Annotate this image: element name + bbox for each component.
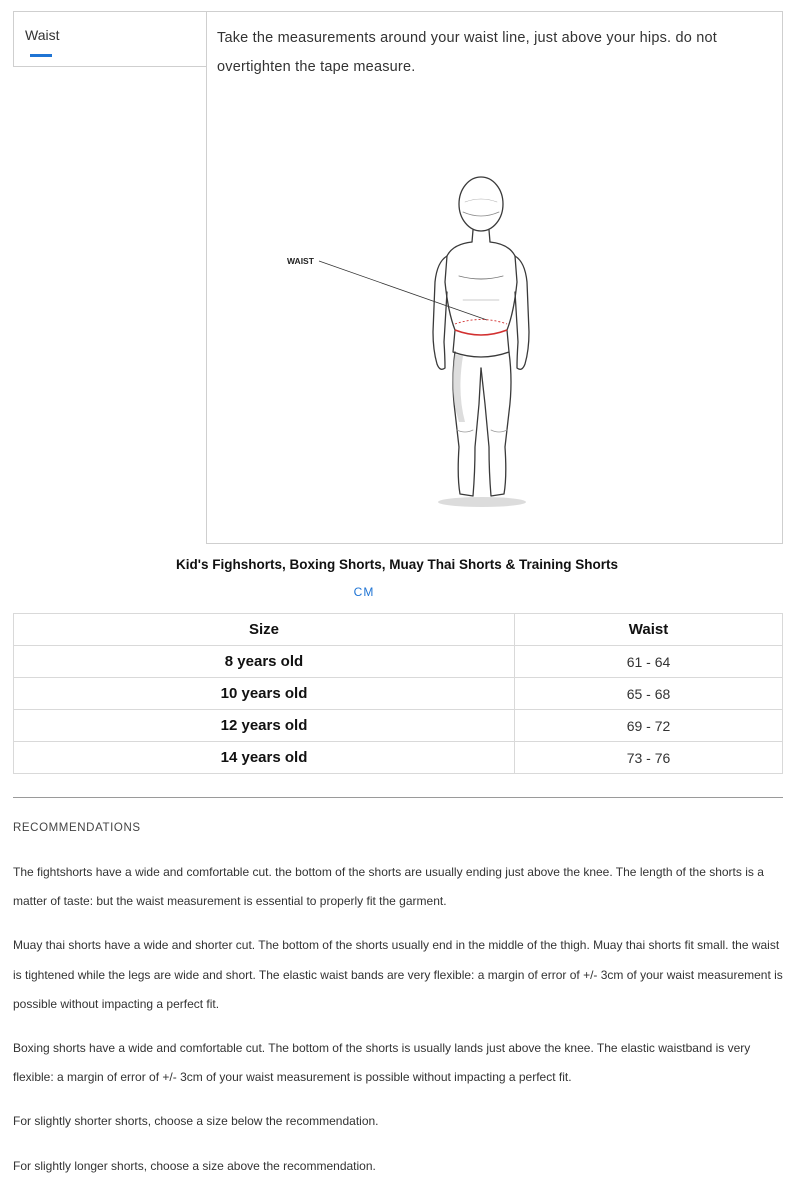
recommendations-heading: RECOMMENDATIONS xyxy=(13,822,141,834)
table-header-row xyxy=(14,614,783,646)
size-cell: 14 years old xyxy=(14,742,515,774)
section-divider xyxy=(13,797,783,798)
table-row xyxy=(14,678,783,710)
measurement-guide xyxy=(13,11,783,544)
recommendation-paragraph: For slightly longer shorts, choose a size above the recommendation. xyxy=(13,1158,376,1173)
waist-figure-label: WAIST xyxy=(287,256,314,266)
size-cell: 10 years old xyxy=(14,678,515,710)
table-row xyxy=(14,646,783,678)
measurement-instruction: Take the measurements around your waist line, just above your hips. do not overtighten the tape measure. xyxy=(217,30,718,75)
table-row xyxy=(14,742,783,774)
recommendation-paragraph: For slightly shorter shorts, choose a size below the recommendation. xyxy=(13,1114,379,1129)
size-cell: 8 years old xyxy=(14,646,515,678)
recommendations-body xyxy=(13,858,783,1196)
unit-tab-cm[interactable]: CM xyxy=(353,585,375,599)
size-cell: 12 years old xyxy=(14,710,515,742)
recommendation-paragraph: The fightshorts have a wide and comfortable cut. the bottom of the shorts are usually ending just above the knee. The length of the shorts is a matter of taste: but the waist measurement is essential to properly fit the garment. xyxy=(13,865,764,909)
table-row xyxy=(14,710,783,742)
size-table xyxy=(13,613,783,774)
recommendation-paragraph: Boxing shorts have a wide and comfortable cut. The bottom of the shorts is usually lands just above the knee. The elastic waistband is very flexible: a margin of error of +/- 3cm of your waist measurement is possible without impacting a perfect fit. xyxy=(13,1041,751,1085)
waist-column-header: Waist xyxy=(515,614,783,646)
tab-active-indicator xyxy=(30,54,52,57)
measurement-panel xyxy=(206,11,783,544)
tab-waist[interactable] xyxy=(13,11,206,67)
waist-cell: 61 - 64 xyxy=(515,646,783,678)
size-chart-title: Kid's Fighshorts, Boxing Shorts, Muay Thai Shorts & Training Shorts xyxy=(176,557,618,572)
tab-waist-label: Waist xyxy=(25,27,60,43)
child-body-figure-icon xyxy=(277,172,597,512)
recommendation-paragraph: Muay thai shorts have a wide and shorter cut. The bottom of the shorts usually end in the middle of the thigh. Muay thai shorts fit small. the waist is tightened while the legs are wide and short. The elastic waist bands are very flexible: a margin of error of +/- 3cm of your waist measurement is possible without impacting a perfect fit. xyxy=(13,938,783,1011)
waist-cell: 65 - 68 xyxy=(515,678,783,710)
waist-cell: 73 - 76 xyxy=(515,742,783,774)
waist-cell: 69 - 72 xyxy=(515,710,783,742)
size-column-header: Size xyxy=(14,614,515,646)
